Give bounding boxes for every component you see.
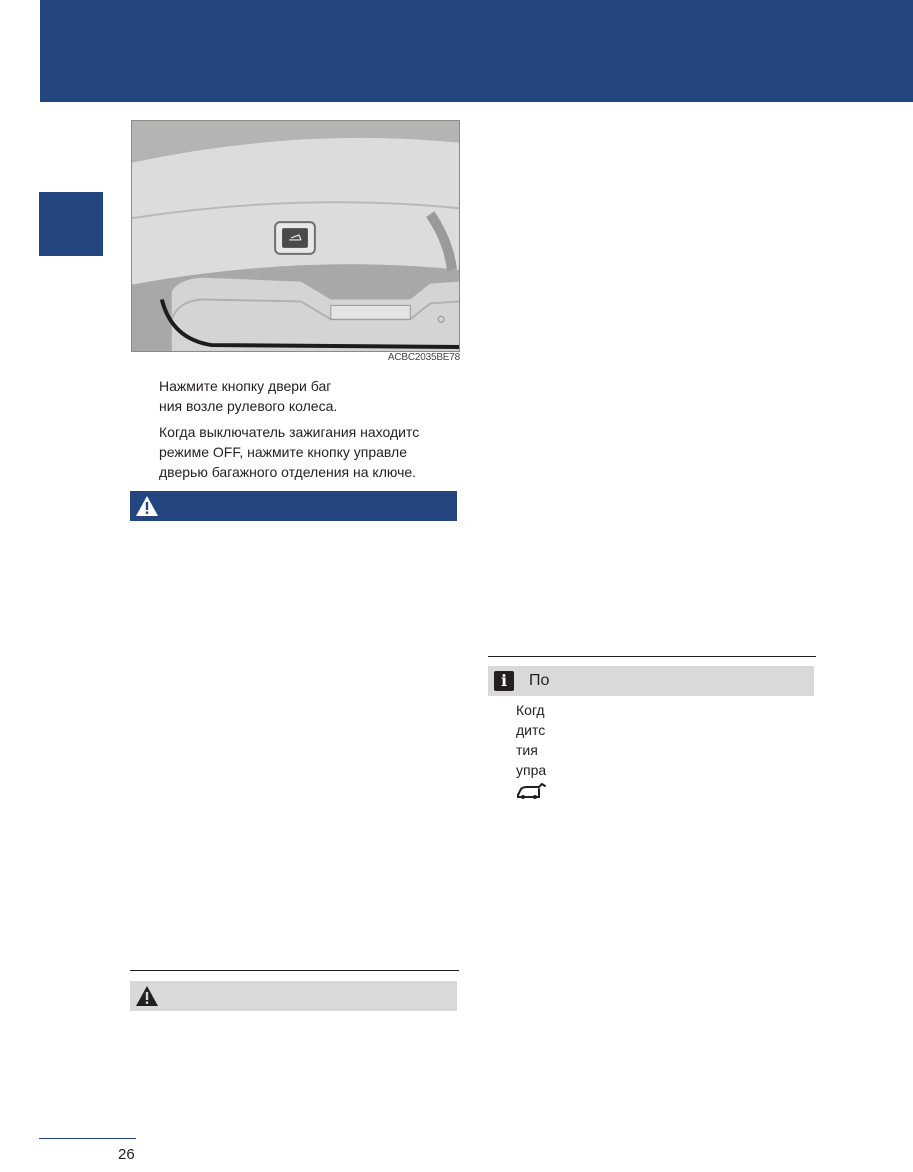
car-tailgate-icon xyxy=(515,781,547,801)
chapter-side-tab xyxy=(39,192,103,256)
paragraph-line: ния возле рулевого колеса. xyxy=(159,398,338,414)
info-text xyxy=(516,700,556,780)
instruction-paragraph-1 xyxy=(159,376,449,416)
info-line: тия xyxy=(516,742,538,758)
info-header-bar xyxy=(488,666,814,696)
tailgate-button-illustration xyxy=(131,120,460,352)
footer-rule xyxy=(39,1138,136,1139)
warning-header-bar xyxy=(130,491,457,521)
caution-triangle-icon xyxy=(134,984,160,1008)
paragraph-line: режиме OFF, нажмите кнопку управле xyxy=(159,444,408,460)
info-line: упра xyxy=(516,762,547,778)
page-number: 26 xyxy=(118,1146,135,1163)
paragraph-line: дверью багажного отделения на ключе. xyxy=(159,464,417,480)
paragraph-line: Нажмите кнопку двери баг xyxy=(159,378,332,394)
info-divider xyxy=(488,656,816,657)
section-divider xyxy=(130,970,459,971)
info-icon: i xyxy=(494,671,514,691)
figure-code: ACBC2035BE78 xyxy=(387,352,460,363)
info-title: По xyxy=(529,672,550,689)
caution-header-bar xyxy=(130,981,457,1011)
info-line: Когд xyxy=(516,702,545,718)
top-banner xyxy=(40,0,913,102)
paragraph-line: Когда выключатель зажигания находитс xyxy=(159,424,420,440)
info-line: дитс xyxy=(516,722,546,738)
warning-triangle-icon xyxy=(133,493,161,519)
instruction-paragraph-2 xyxy=(159,422,449,482)
